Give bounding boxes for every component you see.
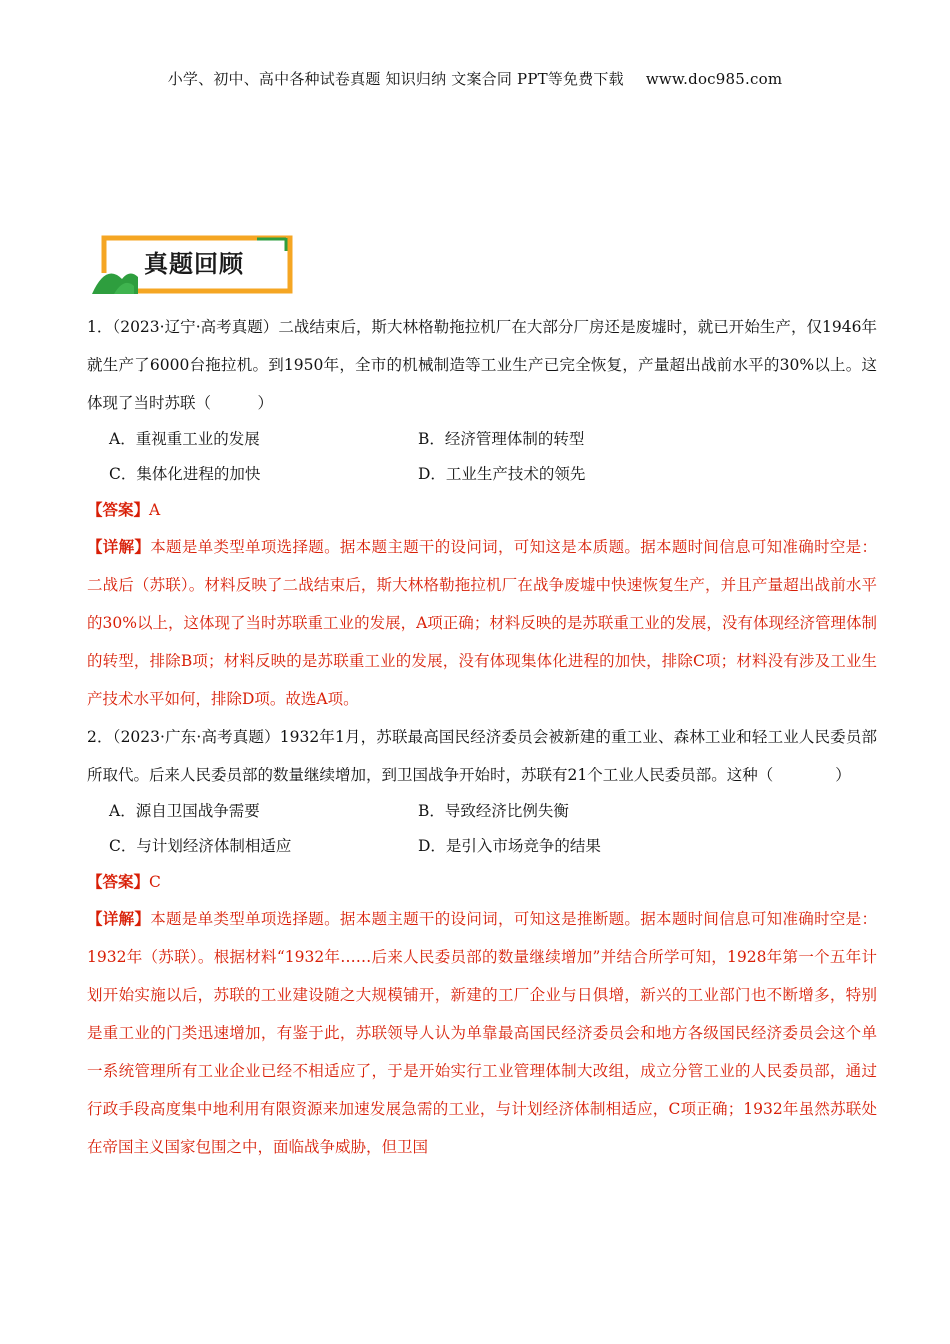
explanation-text: 本题是单类型单项选择题。据本题主题干的设问词，可知这是推断题。据本题时间信息可知准确时空是：1932年（苏联）。根据材料“1932年……后来人民委员部的数量继续增加”并结合所学可知，1928年第一个五年计划开始实施以后，苏联的工业建设随之大规模铺开，新建的工厂企业与日俱增，新兴的工业部门也不断增多，特别是重工业的门类迅速增加，有鉴于此，苏联领导人认为单靠最高国民经济委员会和地方各级国民经济委员会这个单一系统管理所有工业企业已经不相适应了，于是开始实行工业管理体制大改组，成立分管工业的人民委员部，通过行政手段高度集中地利用有限资源来加速发展急需的工业，与计划经济体制相适应，C项正确；1932年虽然苏联处在帝国主义国家包围之中，面临战争威胁，但卫国 xyxy=(87,910,877,1156)
option-c: C．集体化进程的加快 xyxy=(109,465,261,483)
answer-line xyxy=(87,864,877,900)
option-b: B．导致经济比例失衡 xyxy=(418,802,569,820)
question-list xyxy=(87,308,877,1166)
option-b: B．经济管理体制的转型 xyxy=(418,430,585,448)
explanation-label: 【详解】 xyxy=(87,909,151,928)
question-stem: 2．（2023·广东·高考真题）1932年1月，苏联最高国民经济委员会被新建的重工业、森林工业和轻工业人民委员部所取代。后来人民委员部的数量继续增加，到卫国战争开始时，苏联有21个工业人民委员部。这种（ ） xyxy=(87,728,877,784)
question-2 xyxy=(87,718,877,1166)
option-c: C．与计划经济体制相适应 xyxy=(109,837,292,855)
option-d: D．工业生产技术的领先 xyxy=(418,465,586,483)
explanation xyxy=(87,528,877,718)
explanation xyxy=(87,900,877,1166)
header-site-link[interactable]: www.doc985.com xyxy=(645,70,783,88)
explanation-label: 【详解】 xyxy=(87,537,151,556)
answer-label: 【答案】 xyxy=(87,872,150,891)
option-a: A．源自卫国战争需要 xyxy=(109,802,260,820)
page-header xyxy=(0,68,950,89)
option-list xyxy=(87,794,877,864)
section-banner xyxy=(92,233,297,297)
question-1 xyxy=(87,308,877,718)
option-a: A．重视重工业的发展 xyxy=(109,430,260,448)
answer-value: C xyxy=(149,873,161,891)
answer-label: 【答案】 xyxy=(87,500,150,519)
question-stem: 1．（2023·辽宁·高考真题）二战结束后，斯大林格勒拖拉机厂在大部分厂房还是废墟时，就已开始生产，仅1946年就生产了6000台拖拉机。到1950年，全市的机械制造等工业生产已完全恢复，产量超出战前水平的30%以上。这体现了当时苏联（ ） xyxy=(87,318,877,412)
answer-value: A xyxy=(149,501,161,519)
header-text: 小学、初中、高中各种试卷真题 知识归纳 文案合同 PPT等免费下载 xyxy=(167,70,624,88)
option-d: D．是引入市场竞争的结果 xyxy=(418,837,601,855)
explanation-text: 本题是单类型单项选择题。据本题主题干的设问词，可知这是本质题。据本题时间信息可知准确时空是：二战后（苏联）。材料反映了二战结束后，斯大林格勒拖拉机厂在战争废墟中快速恢复生产，并且产量超出战前水平的30%以上，这体现了当时苏联重工业的发展，A项正确；材料反映的是苏联重工业的发展，没有体现经济管理体制的转型，排除B项；材料反映的是苏联重工业的发展，没有体现集体化进程的加快，排除C项；材料没有涉及工业生产技术水平如何，排除D项。故选A项。 xyxy=(87,538,877,708)
banner-title: 真题回顾 xyxy=(144,250,244,278)
answer-line xyxy=(87,492,877,528)
option-list xyxy=(87,422,877,492)
